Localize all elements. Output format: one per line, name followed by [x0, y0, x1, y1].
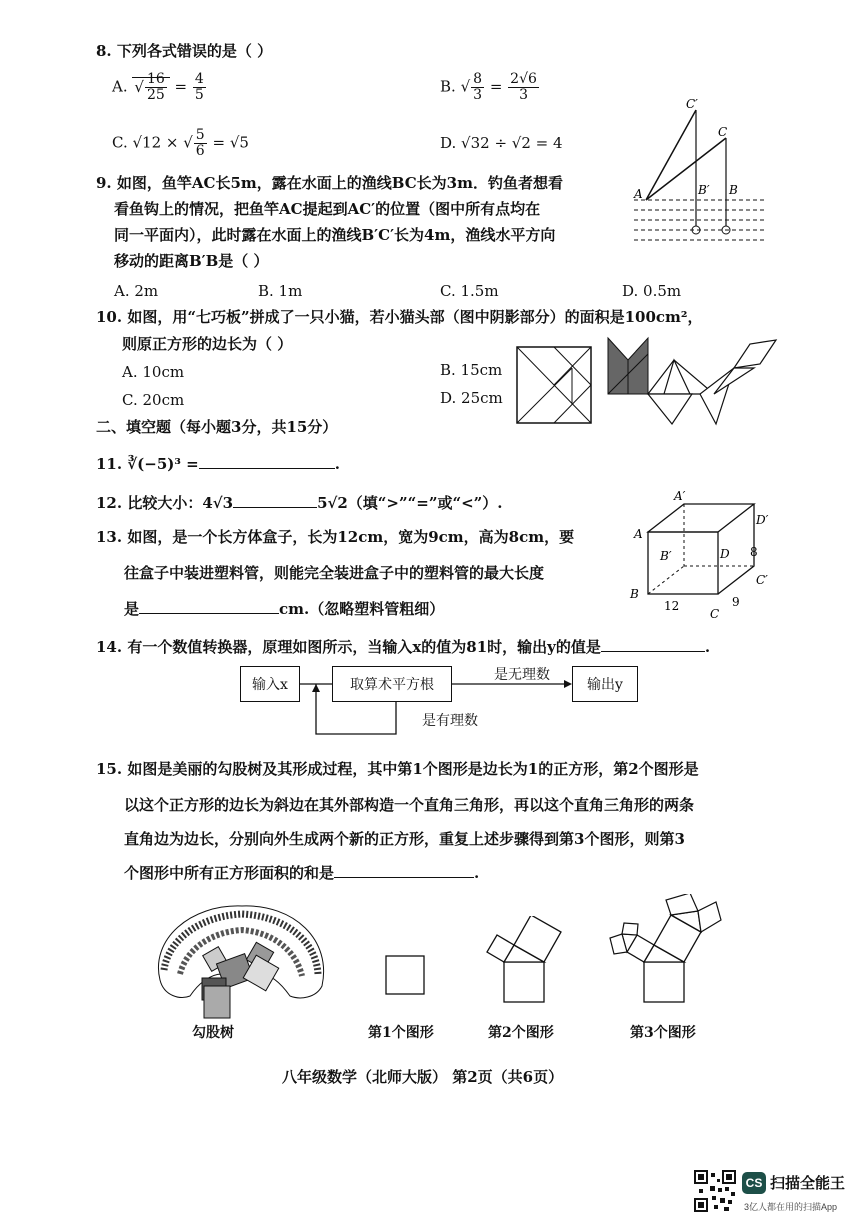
tangram-square — [516, 346, 592, 424]
section-2-heading: 二、填空题（每小题3分，共15分） — [96, 418, 338, 436]
q10-option-d: D. 25cm — [440, 389, 503, 407]
q9-line4: 移动的距离B′B是（ ） — [114, 252, 269, 270]
fig-label-b: B — [729, 183, 738, 197]
q15-line3: 直角边为边长，分别向外生成两个新的正方形，重复上述步骤得到第3个图形，则第3 — [124, 830, 685, 848]
q10-option-b: B. 15cm — [440, 361, 503, 379]
figure-2 — [484, 916, 574, 1008]
q8-option-a: A. √ $\frac{16}{25}$ = $\frac{4}{5}$ — [112, 71, 204, 103]
caption-figure-1: 第1个图形 — [368, 1025, 434, 1041]
q13-line1: 13. 如图，是一个长方体盒子，长为12cm，宽为9cm，高为8cm，要 — [96, 528, 575, 546]
scanner-tagline: 3亿人都在用的扫描App — [744, 1202, 838, 1212]
q10-option-c: C. 20cm — [122, 391, 185, 409]
cuboid-label-l: 12 — [664, 599, 680, 613]
cuboid-label-ap: A′ — [674, 489, 686, 503]
q9-option-b: B. 1m — [258, 282, 303, 300]
cuboid-label-b: B — [630, 587, 639, 601]
q8-stem: 8. 下列各式错误的是（ ） — [96, 42, 273, 60]
label-irrational: 是无理数 — [494, 667, 550, 683]
q8-option-c: C. √12 × √ $\frac{5}{6}$ = √5 — [112, 127, 249, 159]
q8-option-b: B. √ $\frac{8}{3}$ = $\frac{2√6}{3}$ — [440, 71, 537, 103]
cuboid-label-dp: D′ — [756, 513, 769, 527]
figure-3 — [608, 894, 726, 1008]
q9-line3: 同一平面内），此时露在水面上的渔线B′C′长为4m，渔线水平方向 — [114, 226, 556, 244]
q10-line2: 则原正方形的边长为（ ） — [122, 335, 293, 353]
q13-line2: 往盒子中装进塑料管，则能完全装进盒子中的塑料管的最大长度 — [124, 564, 545, 582]
scanner-logo-icon: CS — [742, 1172, 766, 1194]
q9-option-c: C. 1.5m — [440, 282, 499, 300]
fig-label-cp: C′ — [686, 97, 698, 111]
q9-line1: 9. 如图，鱼竿AC长5m，露在水面上的渔线BC长为3m．钓鱼者想看 — [96, 174, 563, 192]
cuboid-label-c: C — [710, 607, 720, 621]
q10-option-a: A. 10cm — [122, 363, 185, 381]
scanner-app-name: 扫描全能王 — [770, 1175, 846, 1192]
q15-line2: 以这个正方形的边长为斜边在其外部构造一个直角三角形，再以这个直角三角形的两条 — [124, 796, 695, 814]
caption-figure-2: 第2个图形 — [488, 1025, 554, 1041]
cuboid-label-bp: B′ — [660, 549, 672, 563]
box-output-y: 输出y — [572, 666, 638, 702]
page-footer: 八年级数学（北师大版） 第2页（共6页） — [282, 1068, 564, 1086]
cuboid-label-a: A — [634, 527, 643, 541]
q11: 11. ∛(−5)³ = . — [96, 455, 340, 473]
q8-option-d: D. √32 ÷ √2 = 4 — [440, 134, 563, 152]
q15-line4: 个图形中所有正方形面积的和是 . — [124, 864, 480, 882]
q12: 12. 比较大小：4√3 5√2（填“>”“=”或“<”）. — [96, 494, 503, 512]
pythagoras-tree-figure — [150, 900, 332, 1020]
caption-tree: 勾股树 — [192, 1025, 234, 1041]
cuboid-label-w: 9 — [732, 595, 740, 609]
label-rational: 是有理数 — [422, 713, 478, 729]
fig-label-bp: B′ — [698, 183, 710, 197]
fig-label-c: C — [718, 125, 728, 139]
qr-code-icon — [694, 1170, 736, 1212]
figure-1-square — [380, 950, 430, 1000]
caption-figure-3: 第3个图形 — [630, 1025, 696, 1041]
fig-label-a: A — [634, 187, 643, 201]
tangram-cat — [604, 334, 780, 426]
box-input-x: 输入x — [240, 666, 300, 702]
q13-line3: 是 cm.（忽略塑料管粗细） — [124, 600, 445, 618]
q9-option-d: D. 0.5m — [622, 282, 682, 300]
box-sqrt: 取算术平方根 — [332, 666, 452, 702]
cuboid-label-h: 8 — [750, 545, 758, 559]
q9-line2: 看鱼钩上的情况，把鱼竿AC提起到AC′的位置（图中所有点均在 — [114, 200, 541, 218]
q14: 14. 有一个数值转换器，原理如图所示，当输入x的值为81时，输出y的值是 . — [96, 638, 711, 656]
q9-fishing-figure — [626, 96, 776, 248]
q9-option-a: A. 2m — [114, 282, 159, 300]
q15-line1: 15. 如图是美丽的勾股树及其形成过程，其中第1个图形是边长为1的正方形，第2个图形是 — [96, 760, 699, 778]
cuboid-label-d: D — [720, 547, 730, 561]
q10-line1: 10. 如图，用“七巧板”拼成了一只小猫，若小猫头部（图中阴影部分）的面积是100cm²， — [96, 308, 703, 326]
cuboid-label-cp: C′ — [756, 573, 768, 587]
cuboid-figure — [624, 486, 774, 622]
